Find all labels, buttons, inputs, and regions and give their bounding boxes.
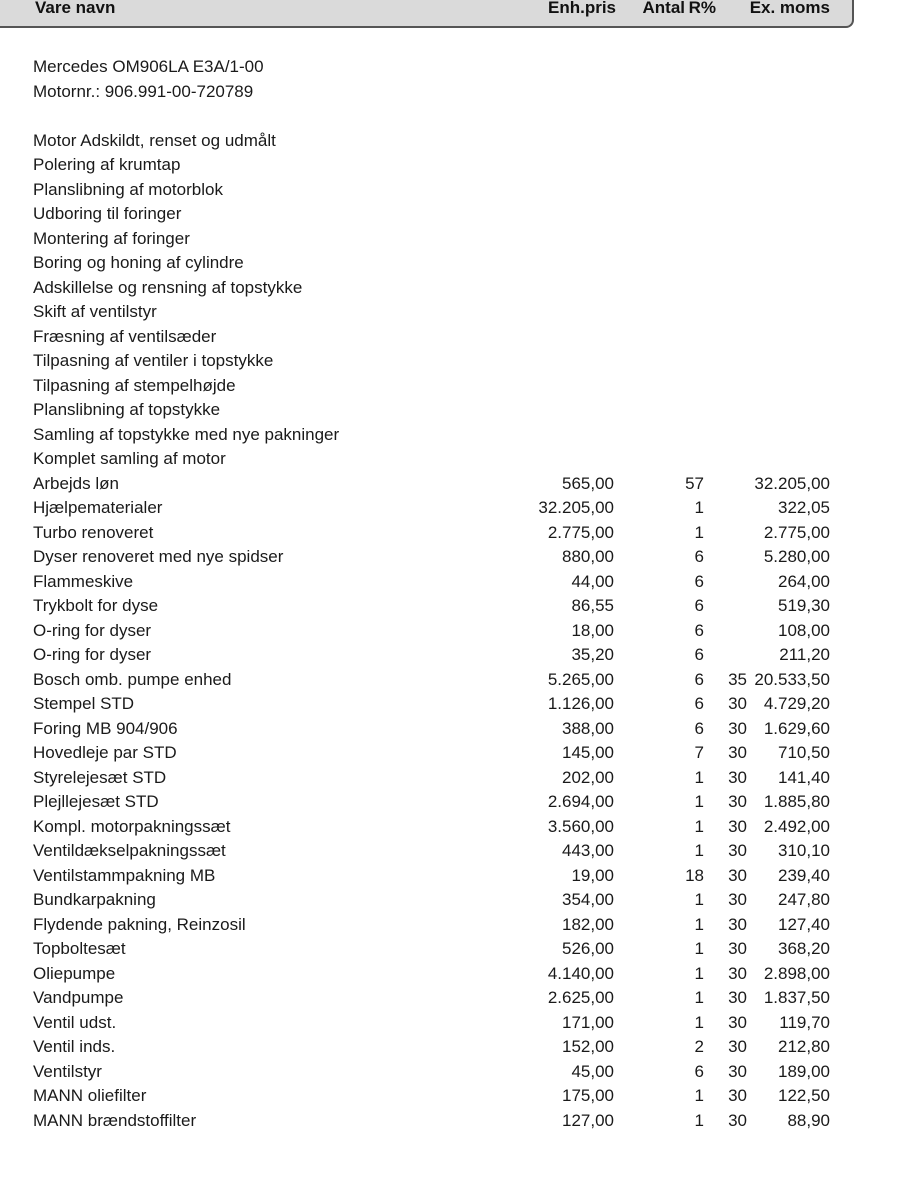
discount-percent: 30 bbox=[728, 816, 747, 836]
quantity: 1 bbox=[694, 1012, 704, 1032]
quantity: 1 bbox=[694, 939, 704, 958]
work-item-label: Fræsning af ventilsæder bbox=[33, 326, 217, 346]
table-row bbox=[33, 521, 863, 546]
unit-price: 1.126,00 bbox=[547, 694, 614, 713]
unit-price: 5.265,00 bbox=[547, 669, 614, 689]
header-unit-price: Enh.pris bbox=[547, 0, 616, 17]
table-row bbox=[33, 962, 863, 987]
vehicle-model bbox=[33, 55, 863, 80]
line-total: 239,40 bbox=[778, 865, 830, 885]
table-header bbox=[0, 0, 854, 28]
unit-price: 86,55 bbox=[571, 596, 614, 615]
item-name: Ventildækselpakningssæt bbox=[33, 841, 226, 860]
item-name: Flammeskive bbox=[33, 571, 134, 591]
unit-price: 4.140,00 bbox=[547, 963, 614, 983]
quantity: 6 bbox=[694, 547, 704, 566]
unit-price: 443,00 bbox=[562, 841, 614, 860]
unit-price: 880,00 bbox=[562, 547, 614, 566]
quantity: 57 bbox=[685, 473, 704, 493]
work-item-label: Tilpasning af ventiler i topstykke bbox=[33, 351, 274, 370]
table-row bbox=[33, 1109, 863, 1134]
unit-price: 3.560,00 bbox=[547, 816, 614, 836]
line-total: 368,20 bbox=[778, 939, 830, 958]
unit-price: 175,00 bbox=[562, 1086, 614, 1105]
quantity: 6 bbox=[694, 645, 704, 664]
work-item bbox=[33, 276, 863, 301]
engine-number-text: Motornr.: 906.991-00-720789 bbox=[33, 81, 254, 101]
discount-percent: 30 bbox=[728, 1037, 747, 1056]
header-discount: R% bbox=[688, 0, 716, 17]
work-item-label: Motor Adskildt, renset og udmålt bbox=[33, 130, 276, 150]
line-total: 108,00 bbox=[778, 620, 830, 640]
unit-price: 388,00 bbox=[562, 718, 614, 738]
quantity: 6 bbox=[694, 571, 704, 591]
quantity: 1 bbox=[694, 1110, 704, 1130]
work-item bbox=[33, 251, 863, 276]
line-total: 247,80 bbox=[778, 890, 830, 909]
quantity: 1 bbox=[694, 522, 704, 542]
quantity: 6 bbox=[694, 620, 704, 640]
table-row bbox=[33, 643, 863, 668]
quantity: 1 bbox=[694, 988, 704, 1007]
unit-price: 45,00 bbox=[571, 1061, 614, 1081]
item-name: Arbejds løn bbox=[33, 473, 119, 493]
item-name: Turbo renoveret bbox=[33, 522, 154, 542]
quantity: 6 bbox=[694, 718, 704, 738]
item-name: MANN oliefilter bbox=[33, 1086, 147, 1105]
item-name: Bundkarpakning bbox=[33, 890, 156, 909]
table-row bbox=[33, 1060, 863, 1085]
discount-percent: 30 bbox=[728, 743, 747, 762]
quantity: 1 bbox=[694, 498, 704, 517]
work-item-label: Polering af krumtap bbox=[33, 155, 181, 174]
discount-percent: 30 bbox=[728, 865, 747, 885]
line-total: 211,20 bbox=[779, 645, 830, 664]
discount-percent: 30 bbox=[728, 1110, 747, 1130]
unit-price: 145,00 bbox=[562, 743, 614, 762]
quantity: 1 bbox=[694, 890, 704, 909]
table-row bbox=[33, 717, 863, 742]
table-row bbox=[33, 986, 863, 1011]
table-row bbox=[33, 864, 863, 889]
table-row bbox=[33, 913, 863, 938]
unit-price: 2.775,00 bbox=[547, 522, 614, 542]
item-name: Flydende pakning, Reinzosil bbox=[33, 914, 246, 934]
spacer bbox=[33, 104, 863, 129]
unit-price: 565,00 bbox=[562, 473, 614, 493]
work-item-label: Adskillelse og rensning af topstykke bbox=[33, 277, 303, 297]
header-quantity: Antal bbox=[642, 0, 685, 17]
work-item-label: Samling af topstykke med nye pakninger bbox=[33, 424, 340, 444]
header-item-name: Vare navn bbox=[35, 0, 116, 17]
work-item-label: Planslibning af topstykke bbox=[33, 400, 221, 419]
work-item bbox=[33, 447, 863, 472]
discount-percent: 30 bbox=[728, 1012, 747, 1032]
line-total: 88,90 bbox=[787, 1110, 830, 1130]
table-row bbox=[33, 692, 863, 717]
line-total: 212,80 bbox=[778, 1037, 830, 1056]
table-row bbox=[33, 619, 863, 644]
table-row bbox=[33, 1035, 863, 1060]
table-row bbox=[33, 472, 863, 497]
item-name: O-ring for dyser bbox=[33, 645, 152, 664]
quantity: 1 bbox=[694, 792, 704, 811]
table-row bbox=[33, 815, 863, 840]
item-name: MANN brændstoffilter bbox=[33, 1110, 197, 1130]
line-total: 127,40 bbox=[778, 914, 830, 934]
line-total: 519,30 bbox=[778, 596, 830, 615]
engine-number bbox=[33, 80, 863, 105]
work-item bbox=[33, 202, 863, 227]
discount-percent: 30 bbox=[728, 767, 747, 787]
discount-percent: 30 bbox=[728, 792, 747, 811]
work-item-label: Tilpasning af stempelhøjde bbox=[33, 375, 236, 395]
vehicle-model-text: Mercedes OM906LA E3A/1-00 bbox=[33, 57, 264, 76]
quantity: 6 bbox=[694, 1061, 704, 1081]
item-name: Dyser renoveret med nye spidser bbox=[33, 547, 284, 566]
quantity: 6 bbox=[694, 669, 704, 689]
quantity: 1 bbox=[694, 1086, 704, 1105]
unit-price: 127,00 bbox=[562, 1110, 614, 1130]
work-item bbox=[33, 178, 863, 203]
line-items-list bbox=[33, 472, 863, 1134]
table-row bbox=[33, 741, 863, 766]
line-total: 20.533,50 bbox=[754, 669, 830, 689]
quantity: 1 bbox=[694, 841, 704, 860]
item-name: Trykbolt for dyse bbox=[33, 596, 159, 615]
unit-price: 18,00 bbox=[571, 620, 614, 640]
unit-price: 44,00 bbox=[571, 571, 614, 591]
work-item-label: Skift af ventilstyr bbox=[33, 302, 157, 321]
work-item bbox=[33, 129, 863, 154]
unit-price: 35,20 bbox=[571, 645, 614, 664]
item-name: Ventilstammpakning MB bbox=[33, 865, 216, 885]
unit-price: 19,00 bbox=[571, 865, 614, 885]
line-total: 2.492,00 bbox=[763, 816, 830, 836]
item-name: O-ring for dyser bbox=[33, 620, 152, 640]
work-item bbox=[33, 398, 863, 423]
quantity: 2 bbox=[694, 1037, 704, 1056]
table-row bbox=[33, 937, 863, 962]
discount-percent: 30 bbox=[728, 841, 747, 860]
quantity: 1 bbox=[694, 816, 704, 836]
line-total: 310,10 bbox=[778, 841, 830, 860]
table-row bbox=[33, 545, 863, 570]
item-name: Topboltesæt bbox=[33, 939, 126, 958]
discount-percent: 30 bbox=[728, 1086, 747, 1105]
item-name: Ventil inds. bbox=[33, 1037, 116, 1056]
line-total: 1.837,50 bbox=[763, 988, 830, 1007]
item-name: Hovedleje par STD bbox=[33, 743, 177, 762]
work-item-label: Udboring til foringer bbox=[33, 204, 182, 223]
work-item-label: Komplet samling af motor bbox=[33, 449, 226, 468]
line-total: 1.629,60 bbox=[763, 718, 830, 738]
unit-price: 526,00 bbox=[562, 939, 614, 958]
item-name: Kompl. motorpakningssæt bbox=[33, 816, 231, 836]
discount-percent: 30 bbox=[728, 694, 747, 713]
work-item bbox=[33, 300, 863, 325]
line-total: 141,40 bbox=[778, 767, 830, 787]
work-item bbox=[33, 325, 863, 350]
unit-price: 171,00 bbox=[562, 1012, 614, 1032]
item-name: Bosch omb. pumpe enhed bbox=[33, 669, 232, 689]
item-name: Hjælpematerialer bbox=[33, 498, 163, 517]
quantity: 1 bbox=[694, 914, 704, 934]
item-name: Vandpumpe bbox=[33, 988, 124, 1007]
table-row bbox=[33, 1084, 863, 1109]
table-row bbox=[33, 594, 863, 619]
quantity: 18 bbox=[685, 865, 704, 885]
quantity: 1 bbox=[694, 767, 704, 787]
work-item bbox=[33, 423, 863, 448]
table-row bbox=[33, 766, 863, 791]
unit-price: 2.625,00 bbox=[547, 988, 614, 1007]
line-total: 2.775,00 bbox=[763, 522, 830, 542]
discount-percent: 35 bbox=[728, 669, 747, 689]
unit-price: 202,00 bbox=[562, 767, 614, 787]
item-name: Ventil udst. bbox=[33, 1012, 117, 1032]
discount-percent: 30 bbox=[728, 890, 747, 909]
item-name: Stempel STD bbox=[33, 694, 135, 713]
discount-percent: 30 bbox=[728, 988, 747, 1007]
line-total: 119,70 bbox=[779, 1012, 830, 1032]
work-item bbox=[33, 349, 863, 374]
item-name: Plejllejesæt STD bbox=[33, 792, 159, 811]
item-name: Oliepumpe bbox=[33, 963, 116, 983]
work-item-label: Montering af foringer bbox=[33, 228, 190, 248]
work-item bbox=[33, 374, 863, 399]
unit-price: 354,00 bbox=[562, 890, 614, 909]
table-row bbox=[33, 1011, 863, 1036]
item-name: Ventilstyr bbox=[33, 1061, 102, 1081]
work-item-label: Planslibning af motorblok bbox=[33, 179, 223, 199]
discount-percent: 30 bbox=[728, 939, 747, 958]
line-total: 5.280,00 bbox=[763, 547, 830, 566]
unit-price: 152,00 bbox=[562, 1037, 614, 1056]
quantity: 6 bbox=[694, 694, 704, 713]
discount-percent: 30 bbox=[728, 718, 747, 738]
discount-percent: 30 bbox=[728, 1061, 747, 1081]
discount-percent: 30 bbox=[728, 914, 747, 934]
work-item bbox=[33, 153, 863, 178]
quantity: 7 bbox=[694, 743, 704, 762]
line-total: 710,50 bbox=[778, 743, 830, 762]
line-total: 32.205,00 bbox=[754, 473, 830, 493]
quantity: 6 bbox=[694, 596, 704, 615]
table-row bbox=[33, 888, 863, 913]
table-row bbox=[33, 570, 863, 595]
line-total: 4.729,20 bbox=[763, 694, 830, 713]
work-item bbox=[33, 227, 863, 252]
quantity: 1 bbox=[694, 963, 704, 983]
invoice-body bbox=[33, 55, 863, 1133]
item-name: Foring MB 904/906 bbox=[33, 718, 178, 738]
work-item-label: Boring og honing af cylindre bbox=[33, 253, 244, 272]
table-row bbox=[33, 790, 863, 815]
table-row bbox=[33, 496, 863, 521]
unit-price: 32.205,00 bbox=[538, 498, 614, 517]
line-total: 2.898,00 bbox=[763, 963, 830, 983]
line-total: 122,50 bbox=[778, 1086, 830, 1105]
item-name: Styrelejesæt STD bbox=[33, 767, 167, 787]
work-items-list bbox=[33, 129, 863, 472]
table-row bbox=[33, 668, 863, 693]
unit-price: 182,00 bbox=[562, 914, 614, 934]
line-total: 1.885,80 bbox=[763, 792, 830, 811]
header-total-ex-vat: Ex. moms bbox=[749, 0, 830, 17]
line-total: 189,00 bbox=[778, 1061, 830, 1081]
line-total: 264,00 bbox=[778, 571, 830, 591]
line-total: 322,05 bbox=[778, 498, 830, 517]
table-row bbox=[33, 839, 863, 864]
discount-percent: 30 bbox=[728, 963, 747, 983]
unit-price: 2.694,00 bbox=[547, 792, 614, 811]
